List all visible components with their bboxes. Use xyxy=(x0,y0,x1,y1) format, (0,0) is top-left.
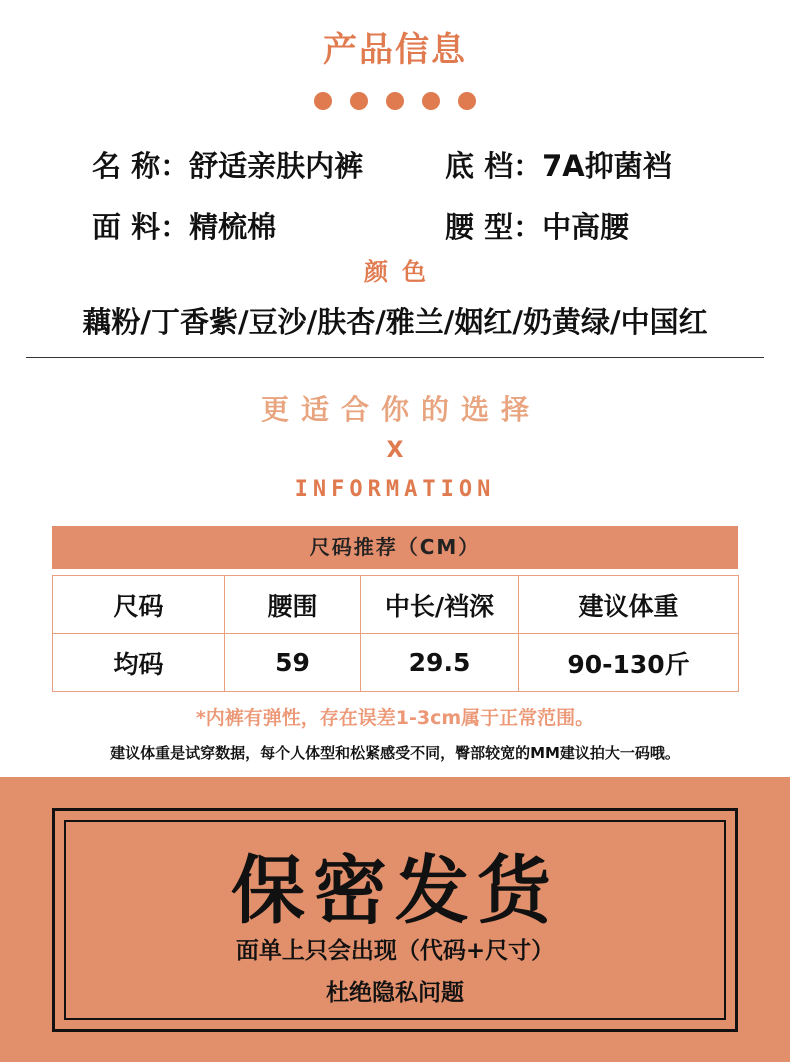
size-table xyxy=(52,575,739,692)
recommend-title: 更适合你的选择 xyxy=(260,393,541,426)
x-mark: X xyxy=(386,438,404,463)
spec-label: 面 料： xyxy=(92,210,190,244)
color-options: 藕粉/丁香紫/豆沙/肤杏/雅兰/姻红/奶黄绿/中国红 xyxy=(82,305,708,339)
column-header: 建议体重 xyxy=(519,576,739,634)
spec-value: 舒适亲肤内裤 xyxy=(189,149,364,183)
table-cell: 90-130斤 xyxy=(519,634,739,692)
table-header-row xyxy=(53,576,739,634)
weight-note: 建议体重是试穿数据，每个人体型和松紧感受不同，臀部较宽的MM建议拍大一码哦。 xyxy=(110,744,680,762)
privacy-line-2: 杜绝隐私问题 xyxy=(326,980,464,1006)
dot-icon xyxy=(458,92,476,110)
elasticity-note: *内裤有弹性，存在误差1-3cm属于正常范围。 xyxy=(195,707,595,729)
column-header: 腰围 xyxy=(225,576,361,634)
spec-label: 腰 型： xyxy=(445,210,543,244)
size-table-header: 尺码推荐（CM） xyxy=(52,526,738,569)
table-row xyxy=(53,634,739,692)
spec-waist xyxy=(445,205,629,246)
table-cell: 均码 xyxy=(53,634,225,692)
table-cell: 29.5 xyxy=(361,634,519,692)
divider xyxy=(26,357,764,358)
product-info-title: 产品信息 xyxy=(323,30,467,70)
table-cell: 59 xyxy=(225,634,361,692)
information-label: INFORMATION xyxy=(294,477,496,502)
spec-value: 7A抑菌裆 xyxy=(542,149,672,183)
column-header: 中长/裆深 xyxy=(361,576,519,634)
column-header: 尺码 xyxy=(53,576,225,634)
spec-fabric xyxy=(92,205,276,246)
spec-label: 名 称： xyxy=(92,149,190,183)
dot-icon xyxy=(350,92,368,110)
color-title: 颜色 xyxy=(364,258,440,286)
dot-icon xyxy=(422,92,440,110)
privacy-headline: 保密发货 xyxy=(231,848,559,934)
spec-label: 底 档： xyxy=(445,149,543,183)
spec-value: 中高腰 xyxy=(542,210,630,244)
privacy-line-1: 面单上只会出现（代码+尺寸） xyxy=(235,938,555,964)
spec-crotch xyxy=(445,144,672,185)
dot-icon xyxy=(314,92,332,110)
decorative-dots xyxy=(0,92,790,110)
spec-name xyxy=(92,144,363,185)
spec-value: 精梳棉 xyxy=(189,210,277,244)
dot-icon xyxy=(386,92,404,110)
